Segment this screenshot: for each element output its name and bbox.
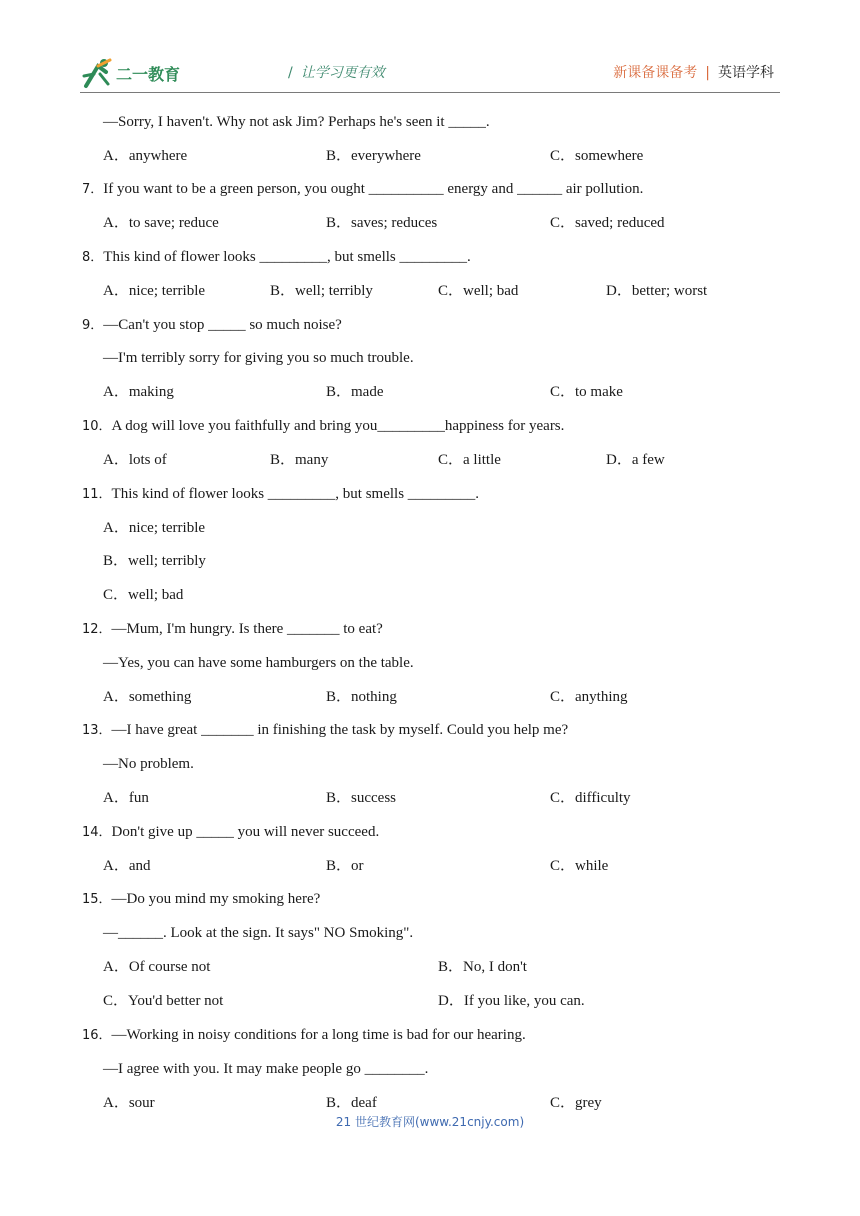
question-15: 15．—Do you mind my smoking here? [82,891,321,907]
question-11: 11．This kind of flower looks _________, but smells _________. [82,486,480,502]
option: C．somewhere [550,148,644,164]
question-12: 12．—Mum, I'm hungry. Is there _______ to eat? [82,621,383,637]
question-line: —Yes, you can have some hamburgers on the table. [103,655,414,671]
option: A．making [103,384,174,400]
option: B．nothing [326,689,397,705]
question-13: 13．—I have great _______ in finishing the task by myself. Could you help me? [82,722,569,738]
page-footer: 21 世纪教育网(www.21cnjy.com) [335,1115,525,1129]
option: A．nice; terrible [103,283,206,299]
question-16: 16．—Working in noisy conditions for a long time is bad for our hearing. [82,1027,526,1043]
question-line: —______. Look at the sign. It says" NO Smoking". [103,925,414,941]
header-right: 新课备课备考 | 英语学科 [613,65,774,81]
subject-label: 英语学科 [718,65,774,81]
option: A．something [103,689,192,705]
option: C．a little [438,452,501,468]
question-line: —I agree with you. It may make people go ________. [103,1061,429,1077]
option: C．difficulty [550,790,631,806]
option: A．Of course not [103,959,211,975]
option: C．to make [550,384,623,400]
option: B．saves; reduces [326,215,438,231]
option: C．while [550,858,609,874]
option: B．or [326,858,364,874]
option: B．many [270,452,329,468]
option: B．made [326,384,384,400]
option: D．better; worst [606,283,708,299]
course-label: 新课备课备考 [613,65,698,81]
option: D．If you like, you can. [438,993,585,1009]
brand-logo-icon [80,56,200,90]
option: A．sour [103,1095,155,1111]
option: A．and [103,858,151,874]
option: A．lots of [103,452,167,468]
option: A．anywhere [103,148,188,164]
option: B．deaf [326,1095,377,1111]
option: A．nice; terrible [103,520,206,536]
question-9: 9．—Can't you stop _____ so much noise? [82,317,342,333]
option: B．success [326,790,396,806]
option: C．well; bad [103,587,184,603]
page-header [80,56,780,94]
question-14: 14．Don't give up _____ you will never succeed. [82,824,380,840]
option: C．anything [550,689,628,705]
slogan: / 让学习更有效 [288,65,385,81]
option: A．to save; reduce [103,215,219,231]
question-line: —No problem. [103,756,194,772]
option: B．No, I don't [438,959,527,975]
option: B．well; terribly [270,283,373,299]
option: C．well; bad [438,283,519,299]
brand-name: 二一教育 [116,65,181,84]
option: C．grey [550,1095,602,1111]
question-8: 8．This kind of flower looks _________, but smells _________. [82,249,471,265]
option: D．a few [606,452,665,468]
option: B．everywhere [326,148,421,164]
header-divider [80,92,780,93]
option: C．You'd better not [103,993,224,1009]
question-line: —Sorry, I haven't. Why not ask Jim? Perhaps he's seen it _____. [103,114,490,130]
question-line: —I'm terribly sorry for giving you so much trouble. [103,350,414,366]
question-7: 7．If you want to be a green person, you ought __________ energy and ______ air pollution. [82,181,644,197]
question-10: 10．A dog will love you faithfully and bring you_________happiness for years. [82,418,565,434]
option: B．well; terribly [103,553,206,569]
option: A．fun [103,790,149,806]
option: C．saved; reduced [550,215,665,231]
